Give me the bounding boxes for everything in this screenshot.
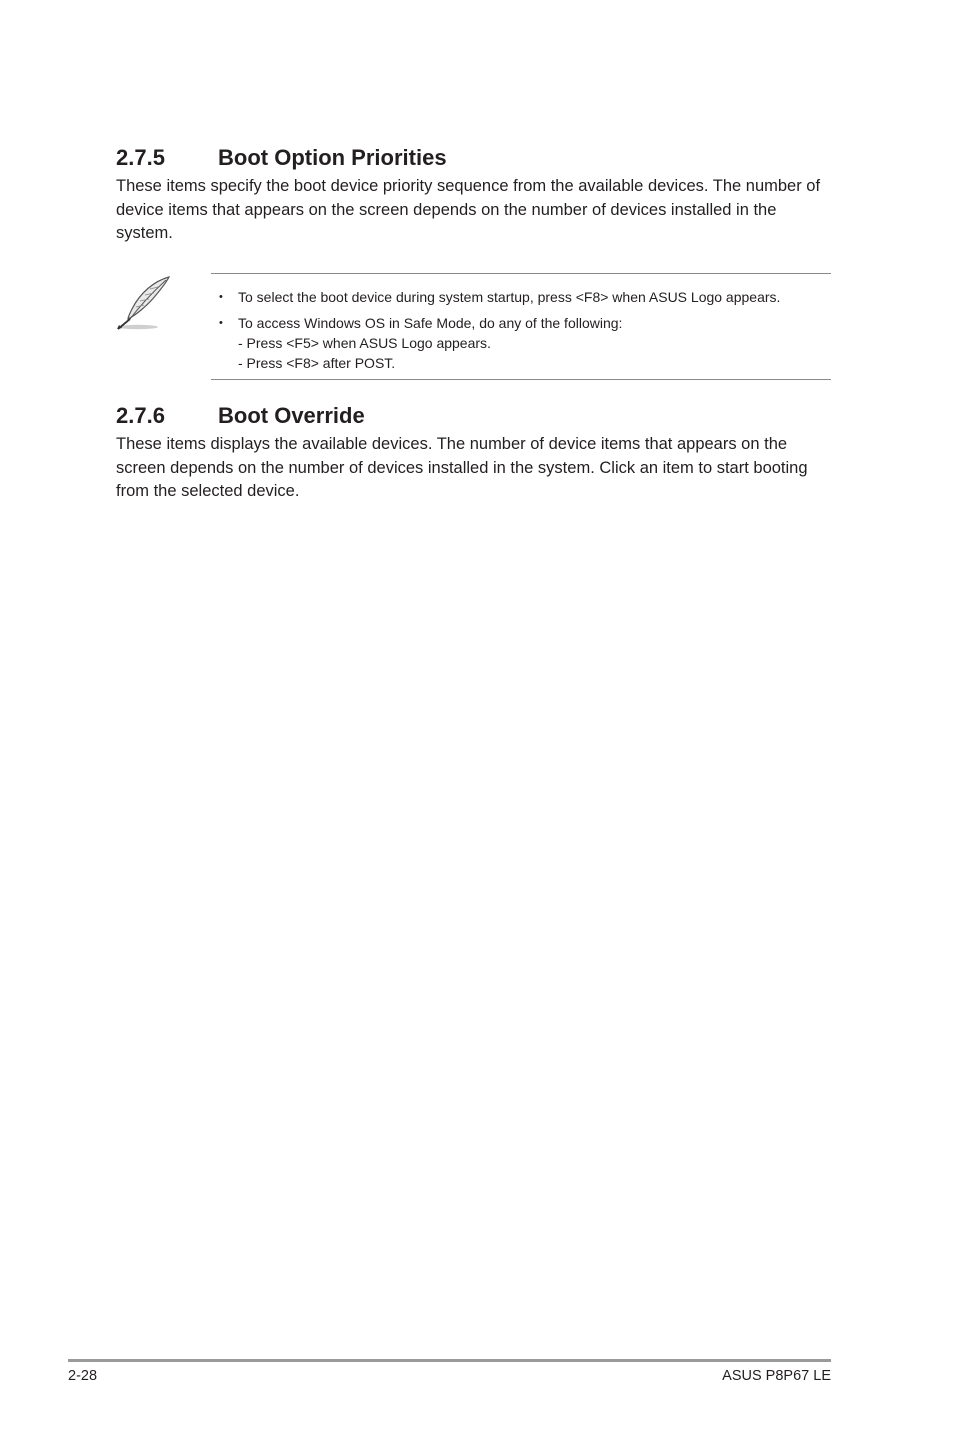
section-heading bbox=[116, 145, 830, 171]
note-item-f8 bbox=[219, 287, 829, 307]
note-text: To access Windows OS in Safe Mode, do any of the following: bbox=[238, 315, 623, 331]
section-body: These items specify the boot device priority sequence from the available devices. The number of device items that appears on the screen depends on the number of devices installed in the system. bbox=[116, 177, 821, 242]
section-boot-option-priorities bbox=[116, 145, 830, 246]
feather-pen-icon bbox=[114, 275, 172, 333]
note-box bbox=[211, 273, 831, 380]
bullet: • bbox=[219, 291, 223, 303]
note-subitem: - Press <F5> when ASUS Logo appears. bbox=[238, 335, 491, 351]
section-boot-override bbox=[116, 403, 830, 504]
note-subitem: - Press <F8> after POST. bbox=[238, 355, 396, 371]
note-text: To select the boot device during system startup, press <F8> when ASUS Logo appears. bbox=[238, 289, 781, 305]
bullet: • bbox=[219, 317, 223, 329]
note-item-safe-mode bbox=[219, 313, 829, 373]
section-number: 2.7.5 bbox=[116, 145, 165, 170]
section-title: Boot Option Priorities bbox=[218, 145, 447, 170]
page-number: 2-28 bbox=[68, 1368, 98, 1384]
product-name: ASUS P8P67 LE bbox=[722, 1368, 831, 1384]
section-heading bbox=[116, 403, 830, 429]
section-number: 2.7.6 bbox=[116, 403, 165, 428]
note-list bbox=[219, 287, 829, 379]
footer-rule bbox=[68, 1359, 831, 1362]
section-title: Boot Override bbox=[218, 403, 365, 428]
section-body: These items displays the available devices. The number of device items that appears on the screen depends on the number of devices installed in the system. Click an item to start booting from the selected device. bbox=[116, 435, 808, 500]
